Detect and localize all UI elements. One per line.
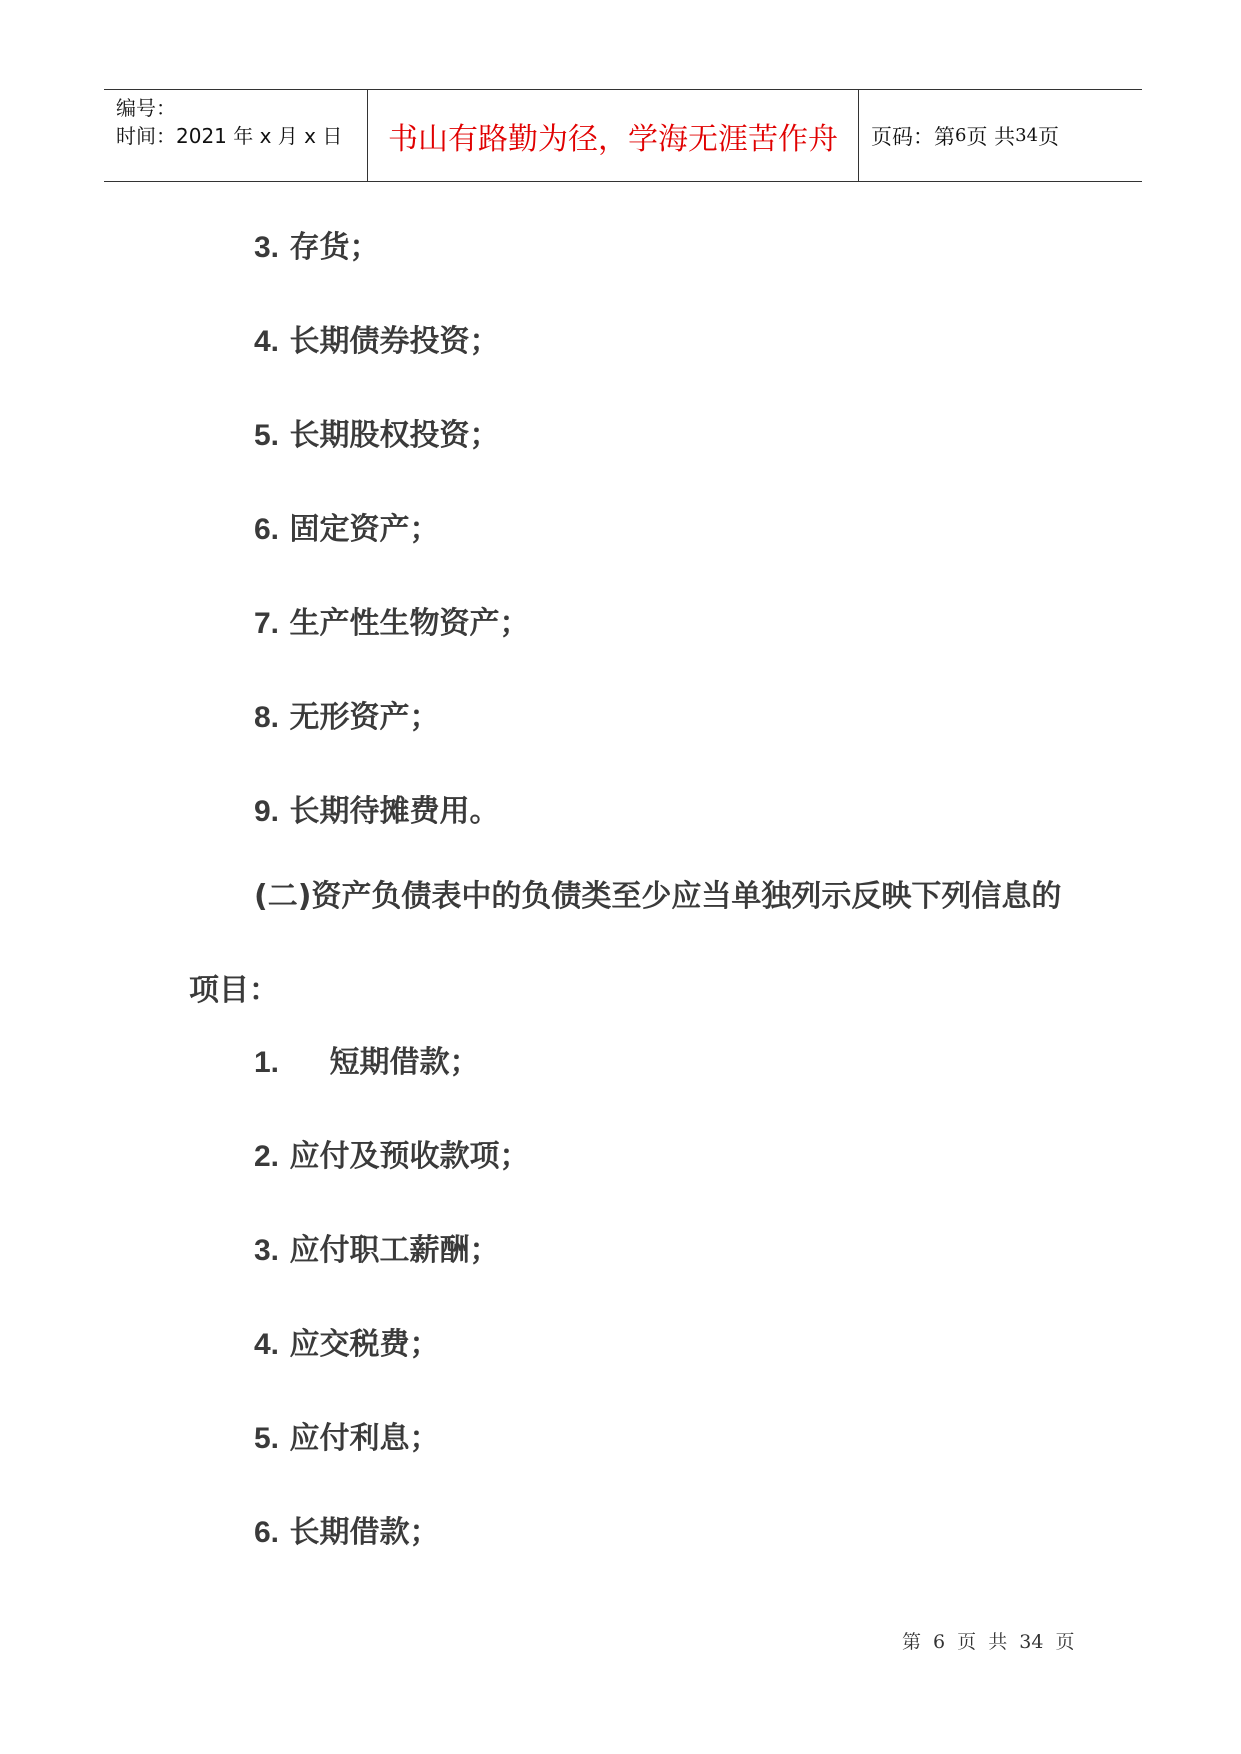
item-text: 应付职工薪酬； — [289, 1233, 500, 1268]
list-item — [254, 222, 379, 266]
item-text: 应交税费； — [289, 1327, 440, 1362]
list-item — [254, 1413, 439, 1457]
item-number: 6. — [254, 1516, 280, 1549]
item-number: 5. — [254, 419, 280, 452]
item-text: 短期借款； — [329, 1045, 480, 1080]
item-number: 3. — [254, 1234, 280, 1267]
item-number: 9. — [254, 795, 280, 828]
item-text: 长期股权投资； — [289, 418, 500, 453]
page-header — [104, 89, 1142, 182]
list-item — [254, 410, 499, 454]
item-text: 固定资产； — [289, 512, 440, 547]
item-text: 长期待摊费用。 — [289, 794, 500, 829]
item-text: 应付及预收款项； — [289, 1139, 530, 1174]
item-text: 存货； — [289, 230, 380, 265]
item-number: 3. — [254, 231, 280, 264]
item-number: 2. — [254, 1140, 280, 1173]
section-paragraph: (二)资产负债表中的负债类至少应当单独列示反映下列信息的项目： — [189, 879, 1062, 1008]
item-text: 无形资产； — [289, 700, 440, 735]
list-item — [254, 692, 439, 736]
item-number: 4. — [254, 325, 280, 358]
item-number: 4. — [254, 1328, 280, 1361]
header-page-info — [859, 90, 1142, 181]
item-number: 7. — [254, 607, 280, 640]
page-mid: 页 共 — [966, 124, 1016, 149]
list-item — [254, 1319, 439, 1363]
time-label: 时间：2021 年 x 月 x 日 — [116, 124, 343, 148]
list-item — [254, 786, 499, 830]
list-item — [254, 1131, 529, 1175]
number-label: 编号： — [116, 96, 176, 120]
item-number: 6. — [254, 513, 280, 546]
item-number: 8. — [254, 701, 280, 734]
item-text: 长期债券投资； — [289, 324, 500, 359]
list-item — [254, 504, 439, 548]
list-item — [254, 598, 529, 642]
item-number: 1. — [254, 1046, 280, 1079]
page-footer: 第 6 页 共 34 页 — [902, 1631, 1075, 1653]
header-motto: 书山有路勤为径，学海无涯苦作舟 — [368, 90, 859, 181]
item-number: 5. — [254, 1422, 280, 1455]
item-text: 生产性生物资产； — [289, 606, 530, 641]
page-prefix: 页码：第 — [871, 124, 955, 149]
item-text: 长期借款； — [289, 1515, 440, 1550]
page-suffix: 页 — [1038, 124, 1060, 149]
page-total: 34 — [1015, 125, 1039, 146]
list-item — [254, 1037, 479, 1081]
item-text: 应付利息； — [289, 1421, 440, 1456]
list-item — [254, 316, 499, 360]
page-current: 6 — [955, 125, 967, 146]
list-item — [254, 1225, 499, 1269]
list-item — [254, 1507, 439, 1551]
header-meta — [104, 90, 368, 181]
